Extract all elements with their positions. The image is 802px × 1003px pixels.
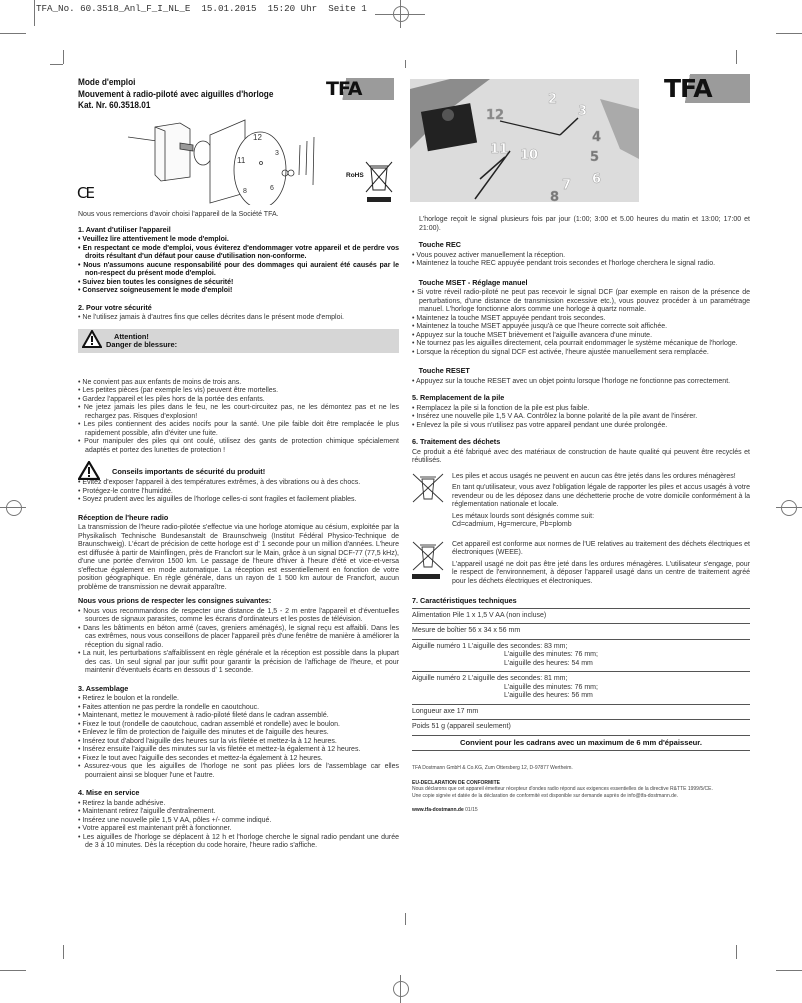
section-1-list [78,236,399,296]
section-heading: Réception de l'heure radio [78,512,169,522]
spec-line: L'aiguille des heures: 56 mm [504,692,593,699]
battery-text: En tant qu'utilisateur, vous avez l'obligation légale de rapporter les piles et accus usagés à votre revendeur ou de les déposez dans une déchetterie proche de votre domicile conformément à la réglementation nationale et locale. [452,484,750,508]
list-item: • Ne tournez pas les aiguilles directement, cela pourrait endommager le système mécanique de l'horloge. [412,340,750,349]
svg-text:3: 3 [578,104,588,119]
warning-icon [82,330,102,348]
battery-disposal [412,473,750,533]
startup-list [78,800,399,851]
spec-power: Alimentation Pile 1 x 1,5 V AA (non incluse) [412,608,750,624]
list-item: • Insérez une nouvelle pile 1,5 V AA, pôles +/- comme indiqué. [78,817,399,826]
list-item: • Maintenez la touche REC appuyée pendant trois secondes et l'horloge cherchera le signal radio. [412,260,750,269]
registration-mark [393,981,409,997]
table-row [412,672,750,705]
list-item: • Lorsque la réception du signal DCF est activée, l'heure ajustée manuellement sera remplacée. [412,349,750,358]
section-heading: Conseils importants de sécurité du produit! [112,467,266,476]
battery-list [412,405,750,431]
registration-mark [393,6,409,22]
list-item: • Ne jetez jamais les piles dans le feu, ne les court-circuitez pas, ne les démontez pas et ne les rechargez pas. Risques d'explosion! [78,404,399,421]
registration-mark [6,500,22,516]
list-item: • Nous vous recommandons de respecter une distance de 1,5 - 2 m entre l'appareil et d'éventuelles sources de signaux parasites, comme les écrans d'ordinateurs et les postes de télévision. [78,608,399,625]
list-item: • Appuyez sur la touche RESET avec un objet pointu lorsque l'horloge ne fonctionne pas correctement. [412,378,750,387]
list-item: • Fixez le tout (rondelle de caoutchouc, cadran assemblé et rondelle) avec le boulon. [78,721,399,730]
list-item: • En respectant ce mode d'emploi, vous éviterez d'endommager votre appareil et de perdre vos droits résultant d'un défaut pour cause d'utilisation non-conforme. [78,245,399,262]
list-item: • Insérez tout d'abord l'aiguille des heures sur la vis filetée et mettez-la à 12 heures. [78,738,399,747]
title-line: Mouvement à radio-piloté avec aiguilles d'horloge [78,88,274,100]
crop-mark [63,50,64,64]
spec-line: Aiguille numéro 2 L'aiguille des secondes: 81 mm; [412,675,568,682]
svg-text:8: 8 [550,190,560,202]
warning-title: Attention! [114,331,149,341]
spec-weight: Poids 51 g (appareil seulement) [412,720,750,736]
crop-mark [50,64,63,65]
crop-mark [400,0,401,28]
list-item: • Ne l'utilisez jamais à d'autres fins que celles décrites dans le présent mode d'emploi. [78,314,399,323]
svg-text:11: 11 [490,142,509,157]
list-item: • Maintenant retirez l'aiguille d'entraînement. [78,808,399,817]
declaration-title: EU-DECLARATION DE CONFORMITE [412,780,500,787]
svg-text:2: 2 [548,92,558,107]
list-item: • Retirez le boulon et la rondelle. [78,695,399,704]
crop-mark [776,33,802,34]
crop-mark [736,50,737,64]
assembly-list [78,695,399,780]
crossed-bin-icon [364,160,394,204]
spec-hands-1 [412,639,750,672]
list-item: • Maintenant, mettez le mouvement à radio-piloté fileté dans le cadran assemblé. [78,712,399,721]
list-item: • Vous pouvez activer manuellement la réception. [412,252,750,261]
section-heading: Touche MSET - Réglage manuel [418,277,528,287]
list-item: • Faites attention ne pas perdre la rondelle en caoutchouc. [78,704,399,713]
crop-mark [34,0,35,26]
reception-text: La transmission de l'heure radio-pilotée s'effectue via une horloge atomique au césium, exploitée par la Physikalisch Technische Bundesanstalt de Braunschweig (Institut Fédéral Physico-Technique de Braunschweig). L'écart de précision de cette horloge est d' 1 seconde pour un million d'années. L'heure est diffusée à partir de Mainflingen, près de Francfort sur le Main, grâce à un signal DCF-77 (77,5 kHz), d'une une portée d'environ 1500 km. Le passage de l'heure d'hiver à l'heure d'été et vice-et-versa s'effectue également en mode automatique. La réception est essentiellement en fonction de votre position géographique. En règle générale, dans un rayon de 1 500 km autour de Francfort, aucun problème de transmission ne devrait apparaître. [78,524,399,591]
specs-table [412,608,750,752]
svg-text:7: 7 [562,178,572,193]
warning-box [78,329,399,353]
registration-mark [781,500,797,516]
section-heading: Touche REC [418,240,462,249]
right-column [412,216,750,813]
waste-text: Ce produit a été fabriqué avec des matériaux de construction de haute qualité qui peuvent être recyclés et réutilisés. [412,448,750,464]
catalog-number: Kat. Nr. 60.3518.01 [78,100,151,111]
heavy-metals-text: Cd=cadmium, Hg=mercure, Pb=plomb [452,521,572,528]
declaration-text: Nous déclarons que cet appareil émetteur récepteur d'ondes radio répond aux exigences essentielles de la directive R&TTE 1999/5/CE. [412,786,713,793]
list-item: • Appuyez sur la touche MSET brièvement et l'aiguille avancera d'une minute. [412,332,750,341]
product-safety-heading [78,461,399,479]
list-item: • Conservez soigneusement le mode d'emploi! [78,287,399,296]
svg-text:8: 8 [243,188,247,195]
spec-hands-2 [412,672,750,705]
crop-mark [63,945,64,959]
crop-mark [736,945,737,959]
list-item: • Ne convient pas aux enfants de moins de trois ans. [78,379,399,388]
list-item: • Veuillez lire attentivement le mode d'emploi. [78,236,399,245]
weee-text: L'appareil usagé ne doit pas être jeté dans les ordures ménagères. L'utilisateur s'engage, pour le respect de l'environnement, à déposer l'appareil usagé dans un centre de traitement agréé pour les déchets électriques et électroniques. [452,560,750,585]
list-item: • La nuit, les perturbations s'affaiblissent en règle générale et la réception est possible dans la plupart des cas. Un seul signal par jour suffit pour garantir la précision de l'affichage de l'heure, et pour maintenir d'éventuels écarts en dessous d' 1 seconde. [78,650,399,676]
svg-text:4: 4 [592,130,602,145]
battery-text: Les piles et accus usagés ne peuvent en aucun cas être jetés dans les ordures ménagères! [452,472,736,480]
warning-subtitle: Danger de blessure: [106,340,178,349]
rohs-label: RoHS [346,172,364,179]
section-heading: Touche RESET [418,366,470,375]
svg-text:11: 11 [237,156,246,165]
list-item: • Les petites pièces (par exemple les vis) peuvent être mortelles. [78,387,399,396]
list-item: • Soyez prudent avec les aiguilles de l'horloge celles-ci sont fragiles et facilement pliables. [78,496,399,505]
section-heading: 6. Traitement des déchets [412,437,501,446]
list-item: • Si votre réveil radio-piloté ne peut pas recevoir le signal DCF (par exemple en raison de la présence de perturbations, d'une distance de transmission excessive etc.), vous pouvez procéder à un paramétrage manuel. L'horloge fonctionne alors comme une horloge à quartz normale. [412,289,750,315]
list-item: • Les aiguilles de l'horloge se déplacent à 12 h et l'horloge cherche le signal radio pendant une durée de 3 à 10 minutes. Dès la réception du code horaire, l'heure radio s'affiche. [78,834,399,851]
list-item: • Votre appareil est maintenant prêt à fonctionner. [78,825,399,834]
list-item: • Remplacez la pile si la fonction de la pile est plus faible. [412,405,750,414]
website-link[interactable]: www.tfa-dostmann.de [412,806,464,813]
crop-mark [776,970,802,971]
list-item: • Retirez la bande adhésive. [78,800,399,809]
svg-text:12: 12 [253,133,262,142]
spec-line: Aiguille numéro 1 L'aiguille des secondes: 83 mm; [412,642,568,650]
crop-mark [0,970,26,971]
warning-list [78,379,399,456]
section-heading: 5. Remplacement de la pile [412,393,505,402]
svg-text:12: 12 [486,108,505,123]
footer [412,765,750,813]
intro-text: Nous vous remercions d'avoir choisi l'appareil de la Société TFA. [78,211,279,218]
section-heading: 1. Avant d'utiliser l'appareil [78,224,171,234]
spec-line: L'aiguille des minutes: 76 mm; [504,683,598,691]
fold-mark [405,60,406,68]
list-item: • Fixez le tout avec l'aiguille des secondes et mettez-la également à 12 heures. [78,755,399,764]
doc-date: 01/15 [465,806,478,813]
ce-mark: CE [77,184,93,202]
spec-dial-note: Convient pour les cadrans avec un maximum de 6 mm d'épaisseur. [412,735,750,751]
product-safety-list [78,479,399,505]
table-row [412,624,750,640]
declaration-text: Une copie signée et datée de la déclaration de conformité est disponible sur demande auprès de info@tfa-dostmann.de. [412,792,679,799]
document-title [78,77,273,112]
list-item: • Suivez bien toutes les consignes de sécurité! [78,279,399,288]
battery-text: Les métaux lourds sont désignés comme suit: [452,512,595,520]
table-row [412,735,750,751]
list-item: • Enlevez le film de protection de l'aiguille des minutes et de l'aiguille des heures. [78,729,399,738]
spec-axis: Longueur axe 17 mm [412,704,750,720]
table-row [412,639,750,672]
table-row [412,720,750,736]
weee-bin-icon [412,541,444,581]
rec-list [412,252,750,269]
assembly-diagram [125,115,340,205]
svg-text:3: 3 [275,150,279,157]
weee-text: Cet appareil est conforme aux normes de l'UE relatives au traitement des déchets électriques et électroniques (WEEE). [452,540,750,556]
list-item: • Les piles contiennent des acides nocifs pour la santé. Une pile faible doit être remplacée le plus rapidement possible, afin d'éviter une fuite. [78,421,399,438]
fold-mark [405,913,406,925]
svg-text:6: 6 [592,172,602,187]
list-item: • Maintenez la touche MSET appuyée jusqu'à ce que l'heure correcte soit affichée. [412,323,750,332]
mset-list [412,289,750,357]
section-2-list [78,314,399,323]
company-address: TFA Dostmann GmbH & Co.KG, Zum Ottersberg 12, D-97877 Wertheim. [412,765,573,771]
crop-mark [776,507,802,508]
spec-line: L'aiguille des minutes: 76 mm; [504,651,598,658]
list-item: • Maintenez la touche MSET appuyée pendant trois secondes. [412,315,750,324]
section-heading: Nous vous prions de respecter les consignes suivantes: [78,596,272,605]
section-heading: 7. Caractéristiques techniques [412,596,517,605]
list-item: • Gardez l'appareil et les piles hors de la portée des enfants. [78,396,399,405]
section-heading: 4. Mise en service [78,788,140,797]
title-line: Mode d'emploi [78,77,136,88]
list-item: • Insérez une nouvelle pile 1,5 V AA. Contrôlez la bonne polarité de la pile avant de l'insérer. [412,413,750,422]
consignes-list [78,608,399,676]
warning-icon [78,461,100,480]
left-column [78,211,399,857]
list-item: • Évitez d'exposer l'appareil à des températures extrêmes, à des vibrations ou à des chocs. [78,479,399,488]
table-row [412,608,750,624]
spec-line: L'aiguille des heures: 54 mm [504,659,593,667]
table-row [412,704,750,720]
list-item: • Assurez-vous que les aiguilles de l'horloge ne sont pas pliées lors de l'assemblage car elles pourraient ainsi se bloquer l'une et l'autre. [78,763,399,780]
tfa-logo: TFA [662,74,750,103]
section-heading: 2. Pour votre sécurité [78,302,152,312]
list-item: • Insérez ensuite l'aiguille des minutes sur la vis filetée et mettez-la également à 12 heures. [78,746,399,755]
list-item: • Nous n'assumons aucune responsabilité pour des dommages qui auraient été causés par le non-respect du présent mode d'emploi. [78,262,399,279]
list-item: • Enlevez la pile si vous n'utilisez pas votre appareil pendant une durée prolongée. [412,422,750,431]
svg-text:6: 6 [270,185,274,192]
tfa-logo: TFA [324,78,394,100]
crossed-bin-icon [412,473,444,503]
crop-mark [0,33,26,34]
product-photo [410,79,639,202]
list-item: • Dans les bâtiments en béton armé (caves, greniers aménagés), le signal reçu est affaibli. Dans les cas extrêmes, nous vous conseillons de placer l'appareil près d'une fenêtre de manière à améliorer la réception du signal radio. [78,625,399,651]
weee-disposal [412,541,750,590]
svg-text:5: 5 [590,150,600,165]
list-item: • Protégez-le contre l'humidité. [78,488,399,497]
signal-text: L'horloge reçoit le signal plusieurs fois par jour (1:00; 3:00 et 5.00 heures du matin et 13:00; 17:00 et 21:00). [419,216,750,232]
section-heading: 3. Assemblage [78,683,129,693]
list-item: • Pour manipuler des piles qui ont coulé, utilisez des gants de protection chimique spécialement adaptés et portez des lunettes de protection ! [78,438,399,455]
print-slug: TFA_No. 60.3518_Anl_F_I_NL_E 15.01.2015 15:20 Uhr Seite 1 [36,3,367,14]
spec-size: Mesure de boîtier 56 x 34 x 56 mm [412,624,750,640]
svg-text:10: 10 [520,148,539,163]
reset-list [412,378,750,387]
